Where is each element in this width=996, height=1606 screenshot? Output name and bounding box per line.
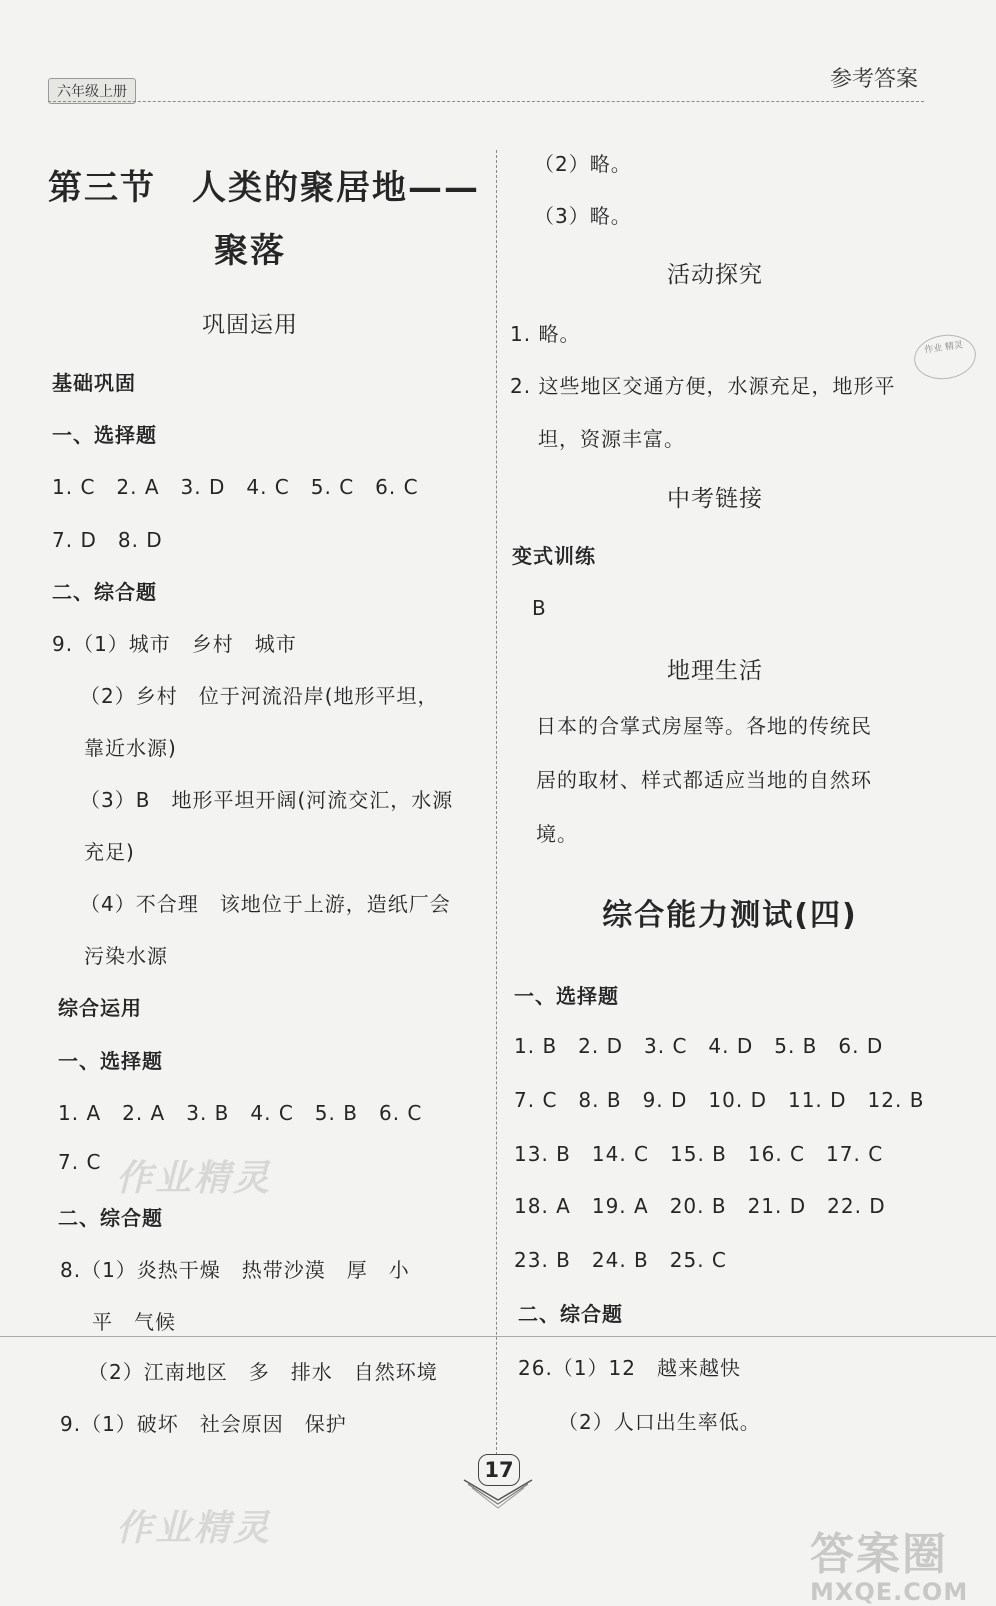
activity-answer-2: 2. 这些地区交通方便，水源充足，地形平 bbox=[510, 374, 896, 398]
grade-tag: 六年级上册 bbox=[48, 78, 136, 104]
r-part-3: （3）略。 bbox=[534, 204, 632, 228]
site-url-text: MXQE.COM bbox=[810, 1578, 969, 1606]
q8-part-1: 8.（1）炎热干燥 热带沙漠 厚 小 bbox=[60, 1258, 410, 1282]
watermark-mid: 作业精灵 bbox=[116, 1158, 273, 1199]
q26-part-1: 26.（1）12 越来越快 bbox=[518, 1356, 741, 1380]
column-divider bbox=[496, 150, 497, 1455]
site-logo-text: 答案圈 bbox=[810, 1529, 948, 1580]
header-divider bbox=[48, 101, 924, 102]
section-title-line-2: 聚落 bbox=[214, 231, 286, 271]
test-comp-heading: 二、综合题 bbox=[518, 1302, 623, 1326]
test-heading: 综合能力测试(四) bbox=[602, 898, 858, 933]
choice-answers-line-2: 7. D 8. D bbox=[52, 528, 163, 552]
choice-heading: 一、选择题 bbox=[52, 423, 157, 447]
q9-part-4-cont: 污染水源 bbox=[84, 944, 168, 968]
geo-life-line-1: 日本的合掌式房屋等。各地的传统民 bbox=[536, 714, 872, 738]
apply-choice-line-1: 1. A 2. A 3. B 4. C 5. B 6. C bbox=[58, 1101, 423, 1125]
apply-heading: 综合运用 bbox=[58, 996, 142, 1020]
test-answers-line-2: 7. C 8. B 9. D 10. D 11. D 12. B bbox=[514, 1088, 925, 1112]
choice-answers-line-1: 1. C 2. A 3. D 4. C 5. C 6. C bbox=[52, 475, 419, 499]
r-part-2: （2）略。 bbox=[534, 152, 632, 176]
geo-life-line-2: 居的取材、样式都适应当地的自然环 bbox=[536, 768, 872, 792]
watermark-bottom: 作业精灵 bbox=[116, 1508, 273, 1549]
geo-life-heading: 地理生活 bbox=[667, 658, 763, 684]
header-title: 参考答案 bbox=[830, 67, 919, 92]
test-answers-line-1: 1. B 2. D 3. C 4. D 5. B 6. D bbox=[514, 1034, 884, 1058]
q8-part-2: （2）江南地区 多 排水 自然环境 bbox=[88, 1360, 438, 1384]
test-choice-heading: 一、选择题 bbox=[514, 984, 619, 1008]
site-logo-watermark bbox=[810, 1518, 968, 1606]
variant-heading: 变式训练 bbox=[512, 544, 596, 568]
q8-part-1-cont: 平 气候 bbox=[92, 1310, 176, 1334]
test-answers-line-5: 23. B 24. B 25. C bbox=[514, 1248, 727, 1272]
q9-part-4: （4）不合理 该地位于上游，造纸厂会 bbox=[80, 892, 451, 916]
q9-part-2-cont: 靠近水源) bbox=[84, 736, 177, 760]
q26-part-2: （2）人口出生率低。 bbox=[558, 1410, 761, 1434]
basic-heading: 基础巩固 bbox=[52, 371, 136, 395]
activity-answer-1: 1. 略。 bbox=[510, 322, 581, 346]
activity-answer-2-cont: 坦，资源丰富。 bbox=[538, 427, 685, 451]
apply-choice-heading: 一、选择题 bbox=[58, 1049, 163, 1073]
q9-part-3: （3）B 地形平坦开阔(河流交汇，水源 bbox=[80, 788, 454, 812]
geo-life-line-3: 境。 bbox=[536, 822, 578, 846]
test-answers-line-4: 18. A 19. A 20. B 21. D 22. D bbox=[514, 1194, 886, 1218]
q9-part-1: 9.（1）城市 乡村 城市 bbox=[52, 632, 297, 656]
section-title-line-1: 第三节 人类的聚居地—— bbox=[48, 168, 480, 208]
q9-part-3-cont: 充足) bbox=[84, 840, 135, 864]
comprehensive-heading: 二、综合题 bbox=[52, 580, 157, 604]
q9-part-2: （2）乡村 位于河流沿岸(地形平坦， bbox=[80, 684, 439, 708]
scan-crease-line bbox=[0, 1336, 996, 1337]
practice-heading: 巩固运用 bbox=[202, 312, 298, 338]
apply-choice-line-2: 7. C bbox=[58, 1150, 102, 1174]
page-number: 17 bbox=[478, 1454, 520, 1486]
test-answers-line-3: 13. B 14. C 15. B 16. C 17. C bbox=[514, 1142, 884, 1166]
variant-answer: B bbox=[532, 596, 547, 620]
exam-link-heading: 中考链接 bbox=[667, 486, 763, 512]
answer-stamp: 作业 精灵 bbox=[911, 331, 979, 383]
activity-heading: 活动探究 bbox=[667, 262, 763, 288]
page-number-badge bbox=[458, 1450, 538, 1510]
q9b-part-1: 9.（1）破坏 社会原因 保护 bbox=[60, 1412, 347, 1436]
apply-comp-heading: 二、综合题 bbox=[58, 1206, 163, 1230]
